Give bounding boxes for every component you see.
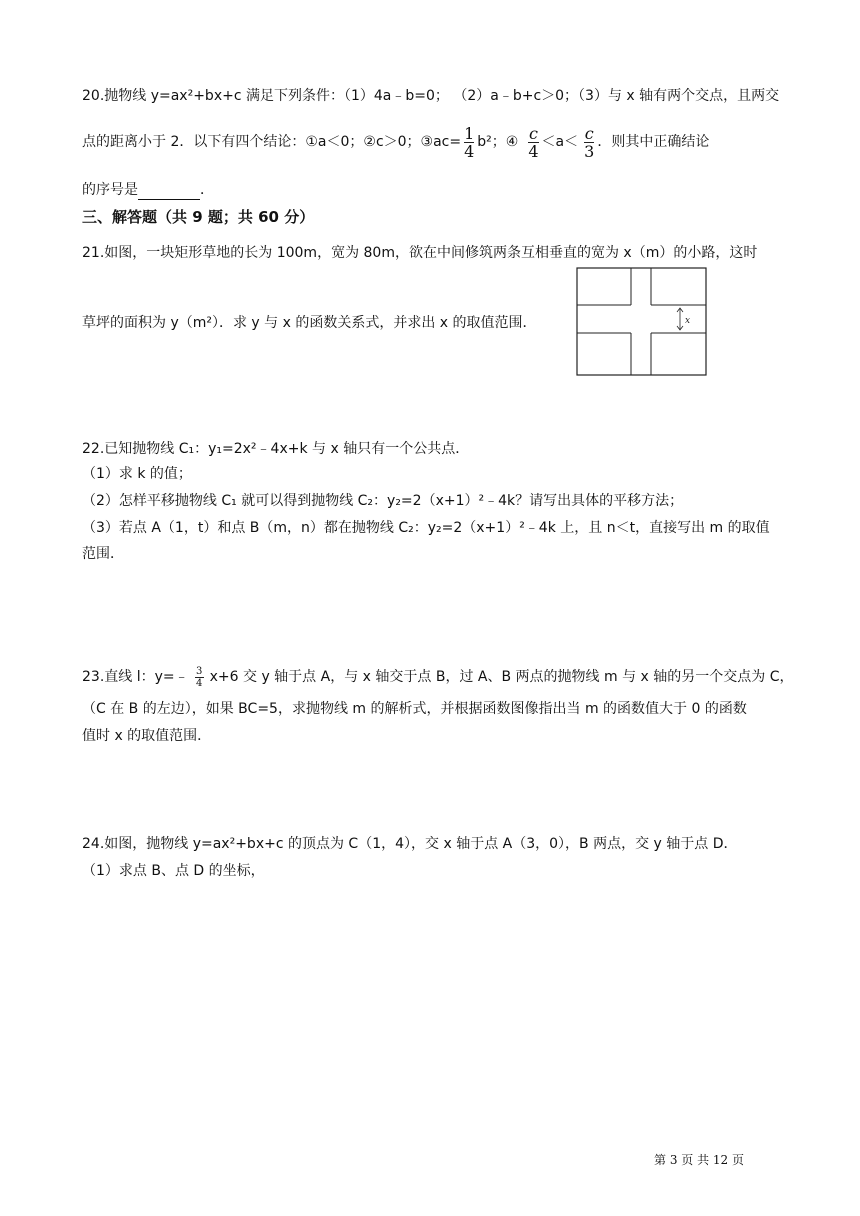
q21-line-1: 21.如图，一块矩形草地的长为 100m，宽为 80m，欲在中间修筑两条互相垂直的宽为 x（m）的小路，这时 xyxy=(82,245,758,261)
q20-line-3 xyxy=(82,180,214,200)
q23-line-1 xyxy=(82,660,793,694)
q20-fraction-one-quarter xyxy=(464,125,474,160)
section-3-heading: 三、解答题（共 9 题；共 60 分） xyxy=(82,208,315,226)
q22-line-3: （2）怎样平移抛物线 C₁ 就可以得到抛物线 C₂：y₂=2（x+1）²﹣4k？请写出具体的平移方法； xyxy=(82,493,684,509)
width-label-x: x xyxy=(685,316,691,326)
q20-line-2-text-d: ．则其中正确结论 xyxy=(597,134,710,150)
q23-line-1-text-b: x+6 交 y 轴于点 A，与 x 轴交于点 B，过 A、B 两点的抛物线 m 与 x 轴的另一个交点为 C， xyxy=(209,669,794,685)
q20-line-2-text-c: ＜a＜ xyxy=(541,134,579,150)
q23-line-3: 值时 x 的取值范围． xyxy=(82,728,212,744)
q21-road-figure xyxy=(576,267,708,377)
fraction-denominator: 4 xyxy=(464,141,475,161)
q20-line-3-end: ． xyxy=(200,182,214,198)
fraction-denominator: 4 xyxy=(195,677,203,689)
fraction-numerator: c xyxy=(528,123,538,143)
q22-line-4: （3）若点 A（1，t）和点 B（m，n）都在抛物线 C₂：y₂=2（x+1）²﹣4k 上，且 n＜t，直接写出 m 的取值 xyxy=(82,520,770,536)
fraction-denominator: 3 xyxy=(584,141,595,161)
fraction-numerator: c xyxy=(584,123,594,143)
q22-line-2: （1）求 k 的值； xyxy=(82,466,192,482)
fraction-numerator: 3 xyxy=(195,665,203,677)
page-footer: 第 3 页 共 12 页 xyxy=(654,1153,744,1167)
q23-line-1-text-a: 23.直线 l：y=﹣ xyxy=(82,669,189,685)
fraction-denominator: 4 xyxy=(528,141,539,161)
q20-fraction-c-over-3 xyxy=(584,125,594,160)
answer-blank[interactable] xyxy=(138,185,200,200)
q24-line-1: 24.如图，抛物线 y=ax²+bx+c 的顶点为 C（1，4），交 x 轴于点 A（3，0），B 两点，交 y 轴于点 D． xyxy=(82,836,738,852)
q20-line-2-text-b: b²；④ xyxy=(477,134,519,150)
q23-fraction-three-quarters xyxy=(195,666,204,689)
q21-line-2: 草坪的面积为 y（m²）．求 y 与 x 的函数关系式，并求出 x 的取值范围． xyxy=(82,315,537,331)
q20-line-2 xyxy=(82,122,709,162)
q23-line-2: （C 在 B 的左边），如果 BC=5，求抛物线 m 的解析式，并根据函数图像指出当 m 的函数值大于 0 的函数 xyxy=(82,701,747,717)
q20-fraction-c-over-4 xyxy=(528,125,538,160)
q20-line-2-text-a: 点的距离小于 2．以下有四个结论：①a＜0；②c＞0；③ac= xyxy=(82,134,462,150)
q22-line-1: 22.已知抛物线 C₁：y₁=2x²﹣4x+k 与 x 轴只有一个公共点． xyxy=(82,441,470,457)
q22-line-5: 范围． xyxy=(82,546,124,562)
q20-line-3-text: 的序号是 xyxy=(82,182,138,198)
fraction-numerator: 1 xyxy=(464,123,475,143)
q24-line-2: （1）求点 B、点 D 的坐标， xyxy=(82,863,265,879)
q20-line-1: 20.抛物线 y=ax²+bx+c 满足下列条件：（1）4a﹣b=0； （2）a﹣b+c＞0；（3）与 x 轴有两个交点，且两交 xyxy=(82,88,780,104)
